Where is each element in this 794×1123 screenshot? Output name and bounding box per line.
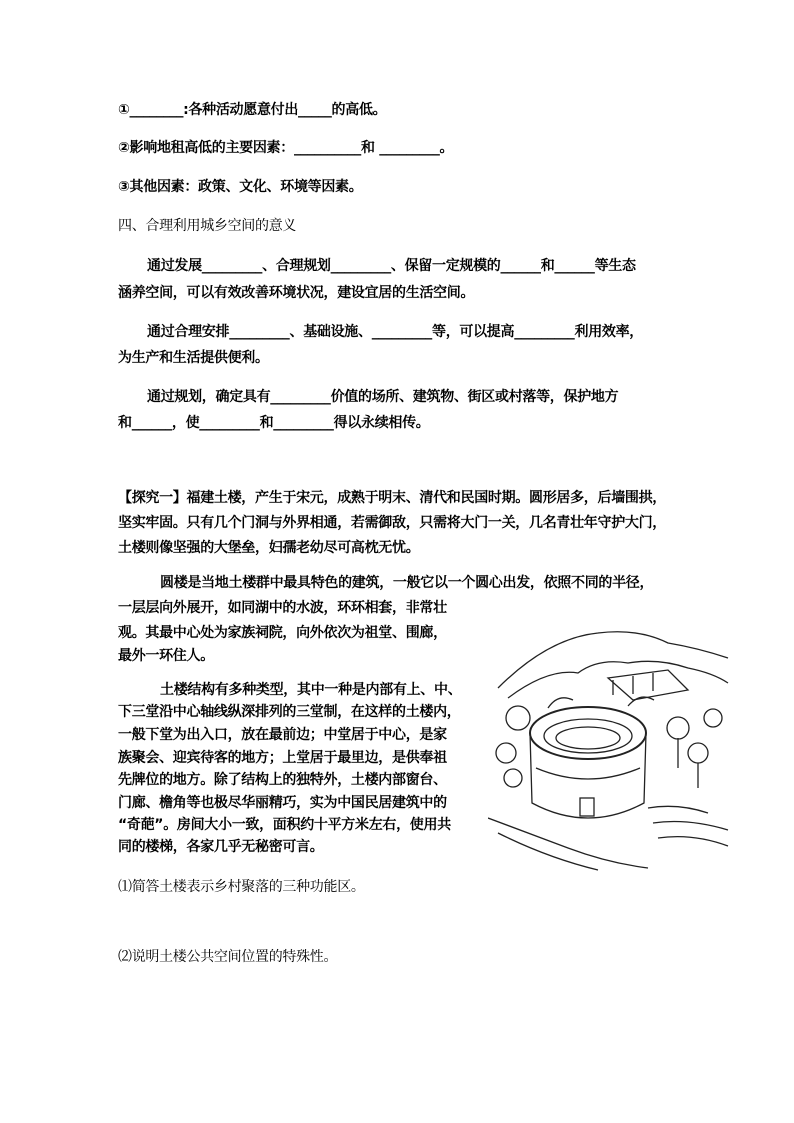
inquiry-line: 门廊、檐角等也极尽华丽精巧，实为中国民居建筑中的 [118, 795, 447, 811]
inquiry-line: 下三堂沿中心轴线纵深排列的三堂制，在这样的土楼内， [118, 704, 461, 720]
inquiry-line: “奇葩”。房间大小一致，面积约十平方米左右，使用共 [118, 817, 451, 833]
paragraph-line: 和______，使_________和_________得以永续相传。 [118, 415, 430, 431]
inquiry-line: 一层层向外展开，如同湖中的水波，环环相套，非常壮 [118, 600, 447, 616]
inquiry-line: 坚实牢固。只有几个门洞与外界相通，若需御敌，只需将大门一关，几名青壮年守护大门， [118, 515, 666, 531]
inquiry-line: 土楼则像坚强的大堡垒，妇孺老幼尽可高枕无忧。 [118, 540, 420, 556]
paragraph-line: 通过合理安排_________、基础设施、_________等，可以提高_________利用效率， [147, 324, 643, 340]
item-1: ①________:各种活动愿意付出_____的高低。 [118, 102, 387, 118]
section-heading: 四、合理利用城乡空间的意义 [118, 218, 297, 234]
inquiry-line: 土楼结构有多种类型，其中一种是内部有上、中、 [160, 682, 462, 698]
inquiry-line: 观。其最中心处为家族祠院，向外依次为祖堂、围廊， [118, 625, 447, 641]
inquiry-line: 一般下堂为出入口，放在最前边；中堂居于中心，是家 [118, 727, 447, 743]
inquiry-line: 族聚会、迎宾待客的地方；上堂居于最里边，是供奉祖 [118, 750, 447, 766]
item-2: ②影响地租高低的主要因素：__________和 _________。 [118, 140, 454, 156]
inquiry-line: 同的楼梯，各家几乎无秘密可言。 [118, 839, 324, 855]
paragraph-line: 通过规划，确定具有_________价值的场所、建筑物、街区或村落等，保护地方 [147, 389, 619, 405]
inquiry-line: 先牌位的地方。除了结构上的独特外，土楼内部窗台、 [118, 772, 447, 788]
paragraph-line: 通过发展_________、合理规划_________、保留一定规模的______和______等生态 [147, 258, 636, 274]
question-1: ⑴简答土楼表示乡村聚落的三种功能区。 [118, 879, 365, 895]
inquiry-line: 最外一环住人。 [118, 648, 214, 664]
tulou-illustration [488, 618, 733, 873]
inquiry-line: 圆楼是当地土楼群中最具特色的建筑，一般它以一个圆心出发，依照不同的半径， [160, 575, 654, 591]
inquiry-line: 【探究一】福建土楼，产生于宋元，成熟于明末、清代和民国时期。圆形居多，后墙围拱， [118, 490, 666, 506]
paragraph-line: 为生产和生活提供便利。 [118, 350, 269, 366]
question-2: ⑵说明土楼公共空间位置的特殊性。 [118, 949, 338, 965]
item-3: ③其他因素：政策、文化、环境等因素。 [118, 179, 363, 195]
paragraph-line: 涵养空间，可以有效改善环境状况，建设宜居的生活空间。 [118, 285, 475, 301]
